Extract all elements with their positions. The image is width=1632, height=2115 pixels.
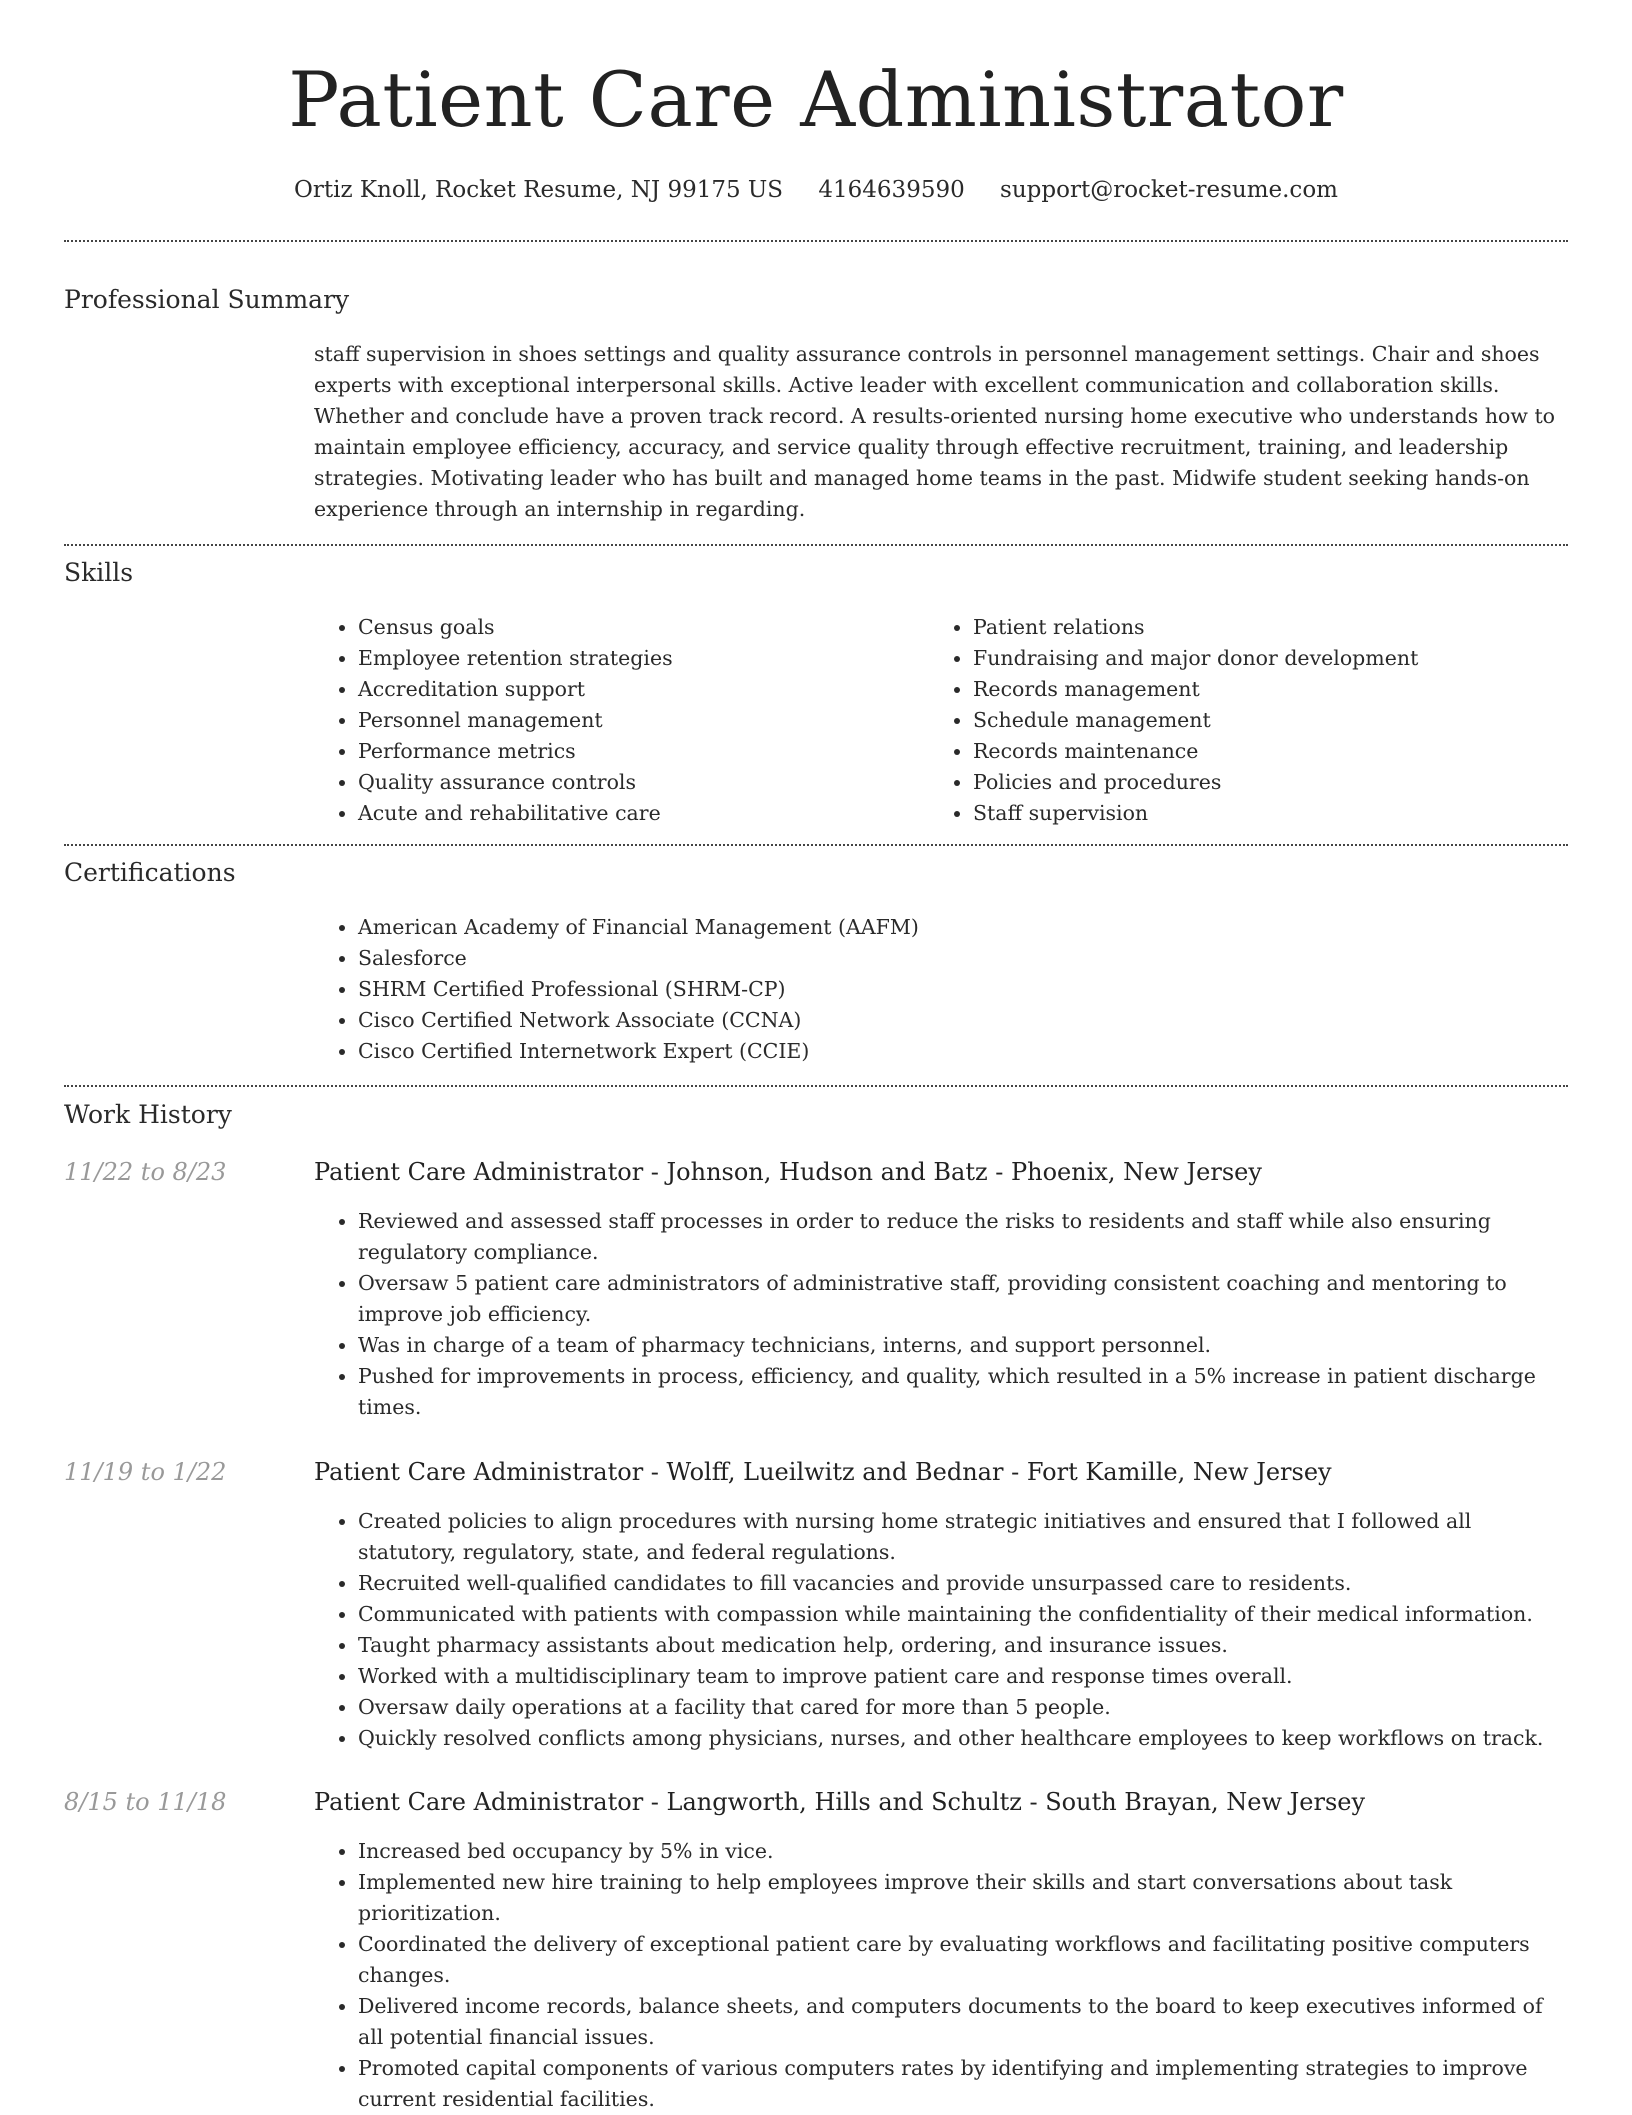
skill-item: • Accreditation support: [358, 674, 914, 705]
skill-item: • Schedule management: [973, 705, 1529, 736]
section-title-skills: Skills: [64, 558, 134, 587]
certification-item: • Salesforce: [358, 943, 1564, 974]
job-bullet: • Quickly resolved conflicts among physicians, nurses, and other healthcare employees to keep workflows on track.: [358, 1723, 1564, 1754]
job-dates: 8/15 to 11/18: [64, 1788, 227, 1816]
skill-item: • Fundraising and major donor development: [973, 643, 1529, 674]
job-bullet: • Delivered income records, balance sheets, and computers documents to the board to keep executives informed of all potential financial issues.: [358, 1991, 1564, 2053]
job-bullet: • Implemented new hire training to help employees improve their skills and start conversations about task prioritization.: [358, 1867, 1564, 1929]
divider: [64, 1085, 1568, 1087]
skill-item: • Records management: [973, 674, 1529, 705]
job-bullet: • Communicated with patients with compassion while maintaining the confidentiality of their medical information.: [358, 1599, 1564, 1630]
divider: [64, 240, 1568, 242]
skills-list-right: [929, 612, 1529, 829]
job-title: Patient Care Administrator - Wolff, Lueilwitz and Bednar - Fort Kamille, New Jersey: [314, 1458, 1332, 1486]
job-bullet: • Taught pharmacy assistants about medication help, ordering, and insurance issues.: [358, 1630, 1564, 1661]
summary-body: [314, 339, 1564, 525]
skill-item: • Census goals: [358, 612, 914, 643]
job-title: Patient Care Administrator - Langworth, Hills and Schultz - South Brayan, New Jersey: [314, 1788, 1366, 1816]
certifications-body: [314, 912, 1564, 1067]
summary-text: staff supervision in shoes settings and quality assurance controls in personnel management settings. Chair and shoes experts with exceptional interpersonal skills. Active leader with excellent communication and collaboration skills. Whether and conclude have a proven track record. A results-oriented nursing home executive who understands how to maintain employee efficiency, accuracy, and service quality through effective recruitment, training, and leadership strategies. Motivating leader who has built and managed home teams in the past. Midwife student seeking hands-on experience through an internship in regarding.: [314, 342, 1556, 521]
contact-email[interactable]: support@rocket-resume.com: [1000, 177, 1338, 203]
job-title: Patient Care Administrator - Johnson, Hudson and Batz - Phoenix, New Jersey: [314, 1158, 1262, 1186]
section-title-certifications: Certifications: [64, 858, 236, 887]
skill-item: • Records maintenance: [973, 736, 1529, 767]
job-bullet: • Worked with a multidisciplinary team to improve patient care and response times overall.: [358, 1661, 1564, 1692]
job-bullet: • Created policies to align procedures with nursing home strategic initiatives and ensured that I followed all statutory, regulatory, state, and federal regulations.: [358, 1506, 1564, 1568]
job-bullet: • Recruited well-qualified candidates to fill vacancies and provide unsurpassed care to residents.: [358, 1568, 1564, 1599]
job-duties: [314, 1206, 1564, 1423]
certification-item: • Cisco Certified Network Associate (CCNA): [358, 1005, 1564, 1036]
job-duties: [314, 1836, 1564, 2115]
skill-item: • Quality assurance controls: [358, 767, 914, 798]
certifications-list: [314, 912, 1564, 1067]
job-bullet-list: [314, 1206, 1564, 1423]
skill-item: • Staff supervision: [973, 798, 1529, 829]
job-bullet: • Oversaw 5 patient care administrators of administrative staff, providing consistent coaching and mentoring to improve job efficiency.: [358, 1268, 1564, 1330]
job-bullet: • Promoted capital components of various computers rates by identifying and implementing strategies to improve current residential facilities.: [358, 2053, 1564, 2115]
job-dates: 11/19 to 1/22: [64, 1458, 227, 1486]
skill-item: • Personnel management: [358, 705, 914, 736]
skills-column-left: [314, 612, 914, 829]
job-bullet: • Coordinated the delivery of exceptional patient care by evaluating workflows and facilitating positive computers changes.: [358, 1929, 1564, 1991]
job-bullet: • Reviewed and assessed staff processes in order to reduce the risks to residents and staff while also ensuring regulatory compliance.: [358, 1206, 1564, 1268]
certification-item: • SHRM Certified Professional (SHRM-CP): [358, 974, 1564, 1005]
job-bullet-list: [314, 1836, 1564, 2115]
candidate-name: Patient Care Administrator: [288, 55, 1344, 144]
skill-item: • Policies and procedures: [973, 767, 1529, 798]
section-title-summary: Professional Summary: [64, 285, 350, 314]
skill-item: • Employee retention strategies: [358, 643, 914, 674]
certification-item: • American Academy of Financial Management (AAFM): [358, 912, 1564, 943]
divider: [64, 844, 1568, 846]
divider: [64, 544, 1568, 546]
skill-item: • Patient relations: [973, 612, 1529, 643]
job-bullet-list: [314, 1506, 1564, 1754]
skills-column-right: [929, 612, 1529, 829]
contact-address: Ortiz Knoll, Rocket Resume, NJ 99175 US: [294, 177, 784, 203]
skill-item: • Performance metrics: [358, 736, 914, 767]
contact-line: [64, 170, 1568, 210]
job-bullet: • Increased bed occupancy by 5% in vice.: [358, 1836, 1564, 1867]
contact-phone: 4164639590: [818, 177, 965, 203]
job-bullet: • Was in charge of a team of pharmacy technicians, interns, and support personnel.: [358, 1330, 1564, 1361]
job-bullet: • Pushed for improvements in process, efficiency, and quality, which resulted in a 5% increase in patient discharge times.: [358, 1361, 1564, 1423]
job-bullet: • Oversaw daily operations at a facility that cared for more than 5 people.: [358, 1692, 1564, 1723]
section-title-work-history: Work History: [64, 1100, 232, 1129]
job-dates: 11/22 to 8/23: [64, 1158, 227, 1186]
certification-item: • Cisco Certified Internetwork Expert (CCIE): [358, 1036, 1564, 1067]
job-duties: [314, 1506, 1564, 1754]
skill-item: • Acute and rehabilitative care: [358, 798, 914, 829]
skills-list-left: [314, 612, 914, 829]
